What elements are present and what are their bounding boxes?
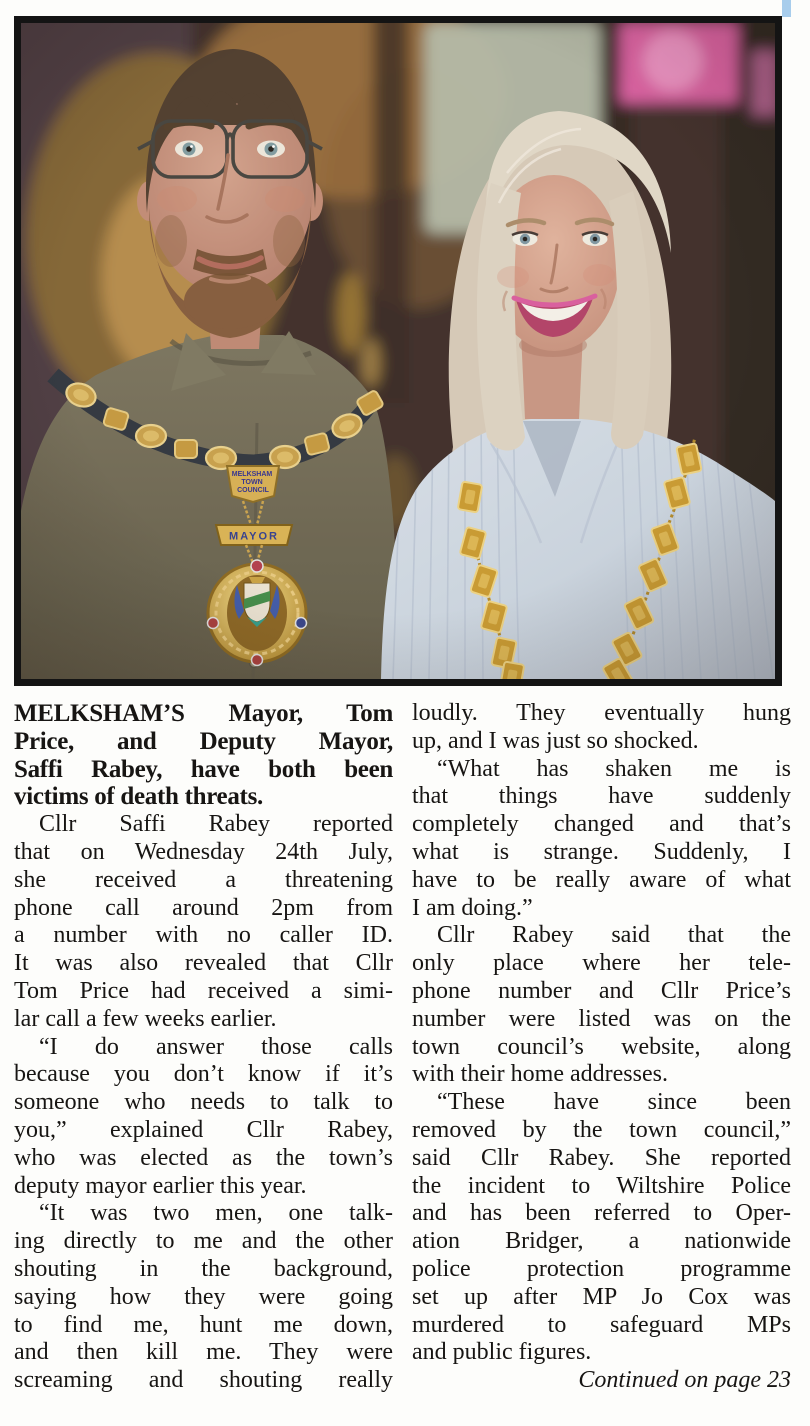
text-line: what is strange. Suddenly, I (412, 838, 791, 865)
text-line: who was elected as the town’s (14, 1144, 393, 1171)
text-line: Tom Price had received a simi- (14, 977, 393, 1004)
text-line: Price, and Deputy Mayor, (14, 727, 393, 755)
text-line: the incident to Wiltshire Police (412, 1172, 791, 1199)
text-line: a number with no caller ID. (14, 922, 393, 949)
text-line: Cllr Rabey said that the (437, 922, 791, 949)
article-paragraph (412, 922, 791, 1089)
text-line: I am doing.” (412, 894, 533, 921)
text-line: “It was two men, one talk- (39, 1200, 393, 1227)
article-column-right (412, 700, 791, 1395)
article-photo (14, 16, 782, 686)
text-line: that things have suddenly (412, 783, 791, 810)
text-line: phone number and Cllr Price’s (412, 977, 791, 1004)
article-paragraph (412, 700, 791, 756)
article-lead-paragraph (14, 700, 393, 811)
text-line: have to be really aware of what (412, 866, 791, 893)
text-line: loudly. They eventually hung (412, 700, 791, 726)
text-line: and then kill me. They were (14, 1339, 393, 1366)
continued-note (412, 1367, 791, 1395)
text-line: “I do answer those calls (39, 1033, 393, 1060)
text-line: murdered to safeguard MPs (412, 1311, 791, 1338)
article-paragraph (412, 756, 791, 923)
text-line: and public figures. (412, 1339, 592, 1366)
text-line: shouting in the background, (14, 1255, 393, 1282)
text-line: lar call a few weeks earlier. (14, 1005, 277, 1032)
text-line: Continued on page 23 (578, 1367, 791, 1394)
text-line: deputy mayor earlier this year. (14, 1172, 307, 1199)
text-line: Cllr Saffi Rabey reported (39, 811, 393, 838)
text-line: saying how they were going (14, 1283, 393, 1310)
text-line: phone call around 2pm from (14, 894, 393, 921)
text-line: you,” explained Cllr Rabey, (14, 1116, 393, 1143)
text-line: victims of death threats. (14, 783, 263, 811)
page-corner-marker (782, 0, 791, 17)
text-line: “These have since been (437, 1089, 791, 1116)
text-line: completely changed and that’s (412, 811, 791, 838)
text-line: It was also revealed that Cllr (14, 950, 393, 977)
text-line: up, and I was just so shocked. (412, 727, 699, 754)
article-body (14, 700, 791, 1395)
text-line: Saffi Rabey, have both been (14, 755, 393, 783)
article-column-left (14, 700, 393, 1395)
text-line: screaming and shouting really (14, 1367, 393, 1394)
text-line: number were listed was on the (412, 1005, 791, 1032)
text-line: ation Bridger, a nationwide (412, 1228, 791, 1255)
article-paragraph (14, 1034, 393, 1201)
article-paragraph (412, 1089, 791, 1367)
text-line: she received a threatening (14, 866, 393, 893)
text-line: only place where her tele- (412, 950, 791, 977)
text-line: with their home addresses. (412, 1061, 668, 1088)
photo-illustration (21, 23, 775, 679)
article-paragraph (14, 811, 393, 1033)
text-line: to find me, hunt me down, (14, 1311, 393, 1338)
text-line: police protection programme (412, 1255, 791, 1282)
text-line: said Cllr Rabey. She reported (412, 1144, 791, 1171)
text-line: removed by the town council,” (412, 1116, 791, 1143)
text-line: that on Wednesday 24th July, (14, 838, 393, 865)
text-line: because you don’t know if it’s (14, 1061, 393, 1088)
text-line: town council’s website, along (412, 1033, 791, 1060)
text-line: MELKSHAM’S Mayor, Tom (14, 700, 393, 727)
text-line: someone who needs to talk to (14, 1089, 393, 1116)
article-paragraph (14, 1200, 393, 1395)
text-line: and has been referred to Oper- (412, 1200, 791, 1227)
text-line: set up after MP Jo Cox was (412, 1283, 791, 1310)
text-line: “What has shaken me is (437, 755, 791, 782)
text-line: ing directly to me and the other (14, 1228, 393, 1255)
